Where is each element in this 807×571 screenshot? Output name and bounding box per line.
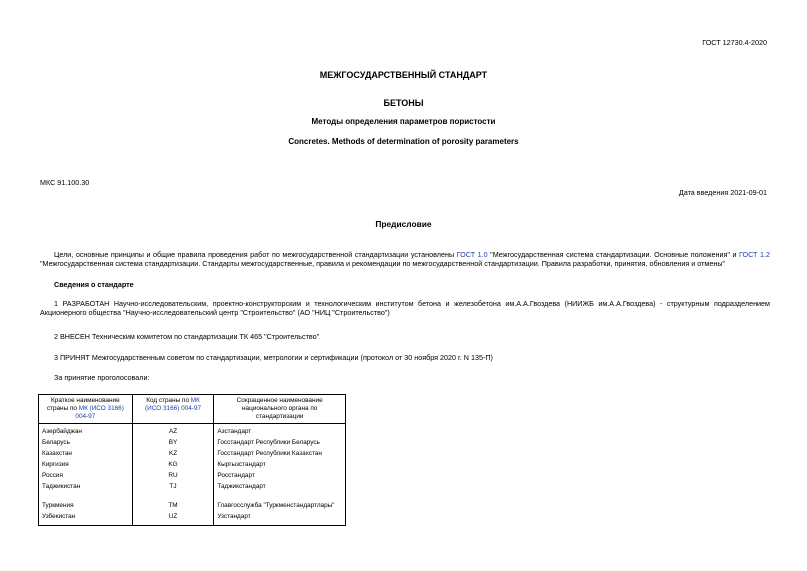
preface-heading: Предисловие xyxy=(375,219,432,229)
table-row: Киргизия KG Кыргызстандарт xyxy=(39,459,346,470)
preface-intro xyxy=(40,250,770,268)
table-spacer-row xyxy=(39,492,346,500)
subtitle-ru: Методы определения параметров пористости xyxy=(311,117,496,126)
table-row: Казахстан KZ Госстандарт Республики Казахстан xyxy=(39,448,346,459)
info-heading: Сведения о стандарте xyxy=(54,280,134,289)
table-row: Узбекистан UZ Узстандарт xyxy=(39,511,346,526)
document-code: ГОСТ 12730.4-2020 xyxy=(702,38,767,47)
table-row: Азербайджан AZ Азстандарт xyxy=(39,424,346,438)
intro-text-2: "Межгосударственная система стандартизации. Основные положения" и xyxy=(487,250,740,259)
table-header-row xyxy=(39,395,346,424)
introduction-date: Дата введения 2021-09-01 xyxy=(678,188,767,197)
gost-1-2-link[interactable]: ГОСТ 1.2 xyxy=(739,250,770,259)
table-row: Туркмения TM Главгосслужба "Туркменстандартлары" xyxy=(39,500,346,511)
mk-iso-link[interactable]: МК (ИСО 3166) 004-97 xyxy=(75,405,124,420)
gost-1-0-link[interactable]: ГОСТ 1.0 xyxy=(456,250,488,259)
table-row: Беларусь BY Госстандарт Республики Беларусь xyxy=(39,437,346,448)
table-row: Россия RU Росстандарт xyxy=(39,470,346,481)
mks-code: МКС 91.100.30 xyxy=(40,178,90,187)
intro-text-3: "Межгосударственная система стандартизации. Стандарты межгосударственные, правила и рекомендации по межгосударственной стандартизации. Правила разработки, принятия, обновления и отмены" xyxy=(40,259,726,268)
table-row: Таджикистан TJ Таджикстандарт xyxy=(39,481,346,492)
intro-text-1: Цели, основные принципы и общие правила проведения работ по межгосударственной стандартизации установлены xyxy=(54,250,457,259)
header-body: Сокращенное наименование национального органа по стандартизации xyxy=(214,395,346,424)
header-code: Код страны по МК (ИСО 3166) 004-97 xyxy=(132,395,214,424)
iso-link[interactable]: (ИСО 3166) 004-97 xyxy=(145,405,201,412)
countries-table xyxy=(38,394,346,526)
document-title: БЕТОНЫ xyxy=(383,98,424,108)
mk-link[interactable]: МК xyxy=(190,397,200,404)
item-submitted: 2 ВНЕСЕН Техническим комитетом по стандартизации ТК 465 "Строительство" xyxy=(54,332,320,341)
item-developed: 1 РАЗРАБОТАН Научно-исследовательским, проектно-конструкторским и технологическим институтом бетона и железобетона им.А.А.Гвоздева (НИИЖБ им.А.А.Гвоздева) - структурным подразделением Акционерного общества "Научно-исследовательский центр "Строительство" (АО "НИЦ "Строительство") xyxy=(40,299,770,317)
item-adopted: 3 ПРИНЯТ Межгосударственным советом по стандартизации, метрологии и сертификации (протокол от 30 ноября 2020 г. N 135-П) xyxy=(54,353,493,362)
subtitle-en: Concretes. Methods of determination of porosity parameters xyxy=(288,137,519,146)
standard-type: МЕЖГОСУДАРСТВЕННЫЙ СТАНДАРТ xyxy=(319,70,488,80)
header-country: Краткое наименование страны по МК (ИСО 3166) 004-97 xyxy=(39,395,133,424)
voted-label: За принятие проголосовали: xyxy=(54,373,150,382)
